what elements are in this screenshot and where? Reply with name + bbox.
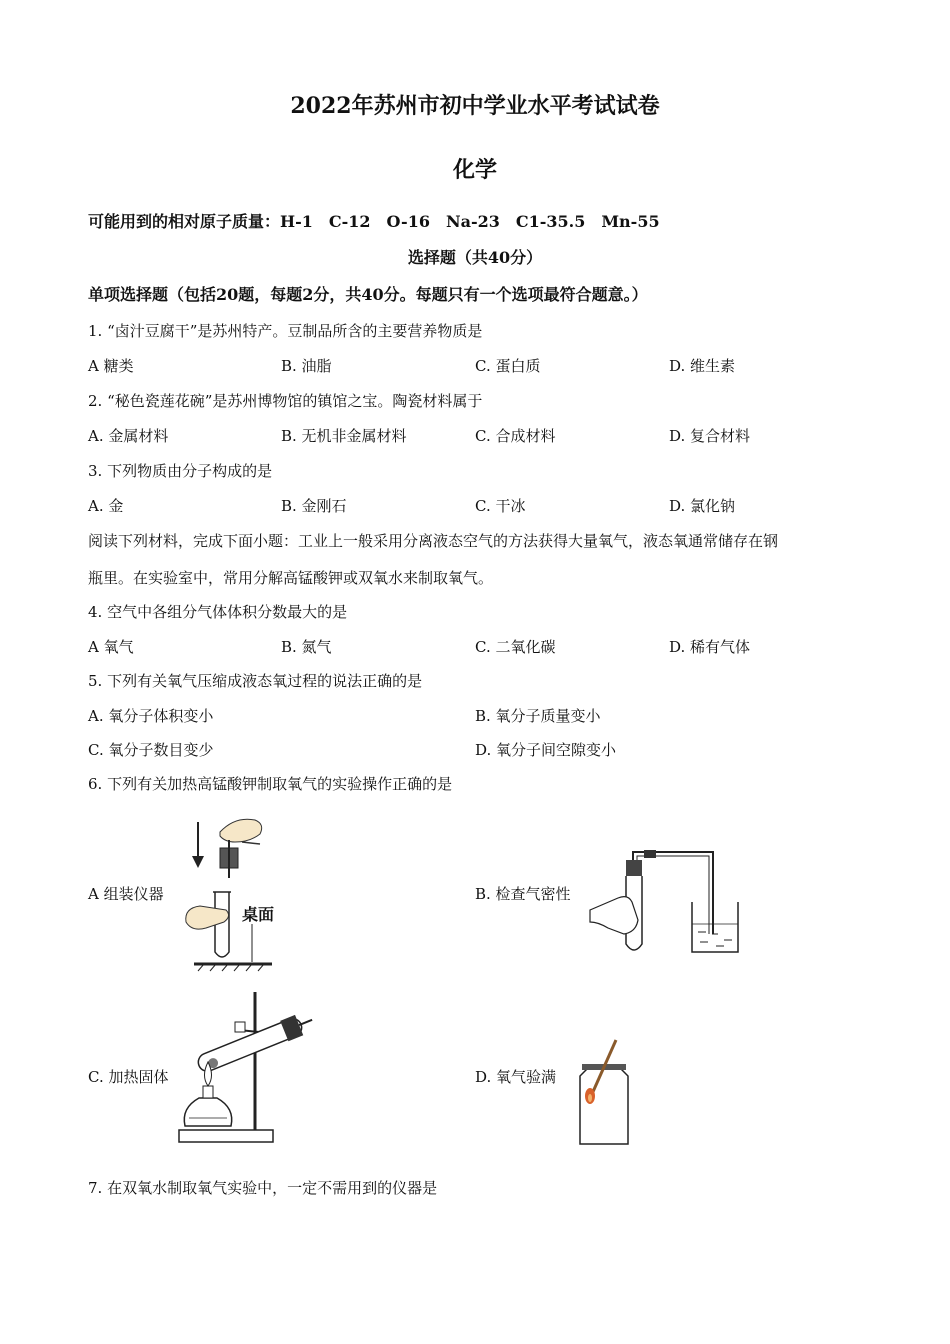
question-5-option-a: A. 氧分子体积变小 <box>88 707 214 725</box>
question-2-option-c: C. 合成材料 <box>475 427 556 445</box>
atomic-masses: 可能用到的相对原子质量：H-1 C-12 O-16 Na-23 C1-35.5 Mn-55 <box>88 212 660 231</box>
question-1-option-c: C. 蛋白质 <box>475 357 541 375</box>
question-4-stem: 4. 空气中各组分气体体积分数最大的是 <box>88 603 348 621</box>
figure-oxygen-full-test <box>570 1036 640 1150</box>
question-3-stem: 3. 下列物质由分子构成的是 <box>88 462 273 480</box>
question-1-stem: 1. “卤汁豆腐干”是苏州特产。豆制品所含的主要营养物质是 <box>88 322 483 340</box>
question-1-option-d: D. 维生素 <box>669 357 736 375</box>
question-2-stem: 2. “秘色瓷莲花碗”是苏州博物馆的镇馆之宝。陶瓷材料属于 <box>88 392 483 410</box>
question-2-option-b: B. 无机非金属材料 <box>281 427 407 445</box>
question-2-option-a: A. 金属材料 <box>88 427 169 445</box>
question-6-option-b: B. 检查气密性 <box>475 885 571 903</box>
figure-assemble-apparatus <box>180 812 290 972</box>
question-6-option-d: D. 氧气验满 <box>475 1068 557 1086</box>
subject-title: 化学 <box>452 157 497 183</box>
page-title: 2022年苏州市初中学业水平考试试卷 <box>290 93 660 119</box>
question-5-option-c: C. 氧分子数目变少 <box>88 741 214 759</box>
instructions: 单项选择题（包括20题，每题2分，共40分。每题只有一个选项最符合题意。） <box>88 285 648 304</box>
question-3-option-c: C. 干冰 <box>475 497 526 515</box>
question-3-option-d: D. 氯化钠 <box>669 497 736 515</box>
question-4-option-a: A 氧气 <box>88 638 134 656</box>
question-6-option-a: A 组装仪器 <box>88 885 164 903</box>
section-heading: 选择题（共40分） <box>407 248 543 267</box>
reading-line-1: 阅读下列材料，完成下面小题：工业上一般采用分离液态空气的方法获得大量氧气，液态氧通常储存在钢 <box>88 532 779 550</box>
question-2-option-d: D. 复合材料 <box>669 427 751 445</box>
question-4-option-b: B. 氮气 <box>281 638 332 656</box>
question-1-option-a: A 糖类 <box>88 357 134 375</box>
question-7-stem: 7. 在双氧水制取氧气实验中，一定不需用到的仪器是 <box>88 1179 438 1197</box>
question-3-option-a: A. 金 <box>88 497 124 515</box>
question-6-stem: 6. 下列有关加热高锰酸钾制取氧气的实验操作正确的是 <box>88 775 453 793</box>
question-4-option-c: C. 二氧化碳 <box>475 638 556 656</box>
question-5-option-d: D. 氧分子间空隙变小 <box>475 741 617 759</box>
figure-check-airtightness <box>588 844 748 959</box>
reading-line-2: 瓶里。在实验室中，常用分解高锰酸钾或双氧水来制取氧气。 <box>88 569 494 587</box>
question-1-option-b: B. 油脂 <box>281 357 332 375</box>
figure-heat-solid <box>175 990 325 1148</box>
question-5-stem: 5. 下列有关氧气压缩成液态氧过程的说法正确的是 <box>88 672 423 690</box>
question-6-option-c: C. 加热固体 <box>88 1068 169 1086</box>
question-5-option-b: B. 氧分子质量变小 <box>475 707 601 725</box>
figure-table-label: 桌面 <box>242 905 275 924</box>
question-3-option-b: B. 金刚石 <box>281 497 347 515</box>
question-4-option-d: D. 稀有气体 <box>669 638 751 656</box>
